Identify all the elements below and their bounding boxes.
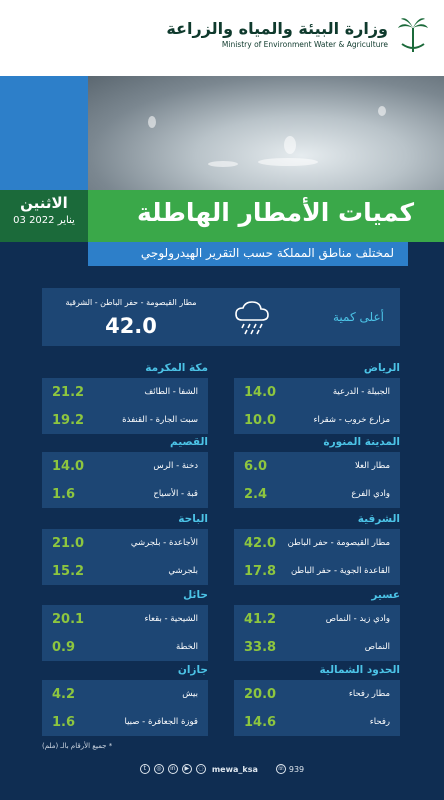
station-name: دخنة - الرس [153,461,198,471]
station-row [42,378,208,406]
station-row [234,633,400,661]
station-row [42,680,208,708]
region-qassim [42,436,208,508]
highest-amount-card [42,288,400,346]
region-title: الشرقية [357,513,400,525]
header [0,0,444,76]
highest-location: مطار القيصومة - حفر الباطن - الشرقية [65,298,197,307]
station-value: 2.4 [244,486,268,502]
region-title: المدينة المنورة [323,436,400,448]
station-row [42,452,208,480]
region-title: الباحة [178,513,208,525]
station-name: الجبيلة - الدرعية [332,387,390,397]
station-name: وادي زيد - النماص [325,614,390,624]
station-row [234,529,400,557]
station-name: بيش [182,689,198,699]
region-title: الرياض [363,362,400,374]
region-makkah [42,362,208,434]
date-text: 03 يناير 2022 [13,215,75,226]
station-row [234,406,400,434]
region-riyadh [234,362,400,434]
hero-side-bar [0,76,88,190]
station-name: بلجرشي [168,566,198,576]
station-name: مطار رفحاء [348,689,390,699]
region-jazan [42,664,208,736]
highest-value: 42.0 [105,314,157,338]
station-name: الأجاعدة - بلجرشي [130,538,198,548]
station-value: 14.0 [244,384,277,400]
region-eastern [234,513,400,585]
region-title: الحدود الشمالية [319,664,400,676]
region-madinah [234,436,400,508]
station-value: 14.6 [244,714,277,730]
youtube-icon[interactable]: ▶ [182,764,192,774]
region-title: مكة المكرمة [145,362,208,374]
station-row [42,480,208,508]
day-name: الاثنين [20,194,68,212]
region-northern-borders [234,664,400,736]
ministry-logo [166,14,430,54]
region-title: القصيم [170,436,208,448]
station-name: الشيحية - بقعاء [144,614,198,624]
station-value: 14.0 [52,458,85,474]
station-value: 4.2 [52,686,76,702]
station-value: 41.2 [244,611,277,627]
station-row [234,378,400,406]
station-row [42,557,208,585]
ministry-name-ar: وزارة البيئة والمياه والزراعة [166,19,388,38]
station-row [42,529,208,557]
page-title: كميات الأمطار الهاطلة [88,190,444,242]
region-asir [234,589,400,661]
region-hail [42,589,208,661]
rain-cloud-icon [232,300,272,336]
footer [0,764,444,774]
station-name: وادي الفرع [351,489,390,499]
station-value: 10.0 [244,412,277,428]
region-title: عسير [371,589,400,601]
station-value: 20.1 [52,611,85,627]
station-name: القاعدة الجوية - حفر الباطن [290,566,390,576]
phone-number: 939 [288,764,305,774]
station-value: 20.0 [244,686,277,702]
station-value: 0.9 [52,639,76,655]
station-value: 21.2 [52,384,85,400]
station-row [42,633,208,661]
twitter-icon[interactable]: t [140,764,150,774]
station-value: 6.0 [244,458,268,474]
station-value: 15.2 [52,563,85,579]
region-title: جازان [177,664,208,676]
station-name: مزارع خروب - شقراء [313,415,390,425]
station-row [42,406,208,434]
station-name: رفحاء [369,717,390,727]
region-title: حائل [183,589,208,601]
region-baha [42,513,208,585]
station-name: الشفا - الطائف [144,387,198,397]
social-handle[interactable]: mewa_ksa [211,764,258,774]
station-value: 17.8 [244,563,277,579]
station-name: النماص [364,642,390,652]
station-row [234,708,400,736]
snapchat-icon[interactable]: ◌ [196,764,206,774]
station-row [234,557,400,585]
station-name: مطار العلا [354,461,390,471]
units-note: * جميع الأرقام بالـ (ملم) [42,742,113,750]
station-value: 1.6 [52,714,76,730]
station-row [234,605,400,633]
station-name: سبت الجارة - القنفذة [122,415,198,425]
station-row [234,452,400,480]
station-name: قوزة الجعافرة - صبيا [124,717,198,727]
station-value: 21.0 [52,535,85,551]
station-name: قبة - الأسياح [153,489,198,499]
station-name: الخطة [176,642,198,652]
station-name: مطار القيصومة - حفر الباطن [287,538,390,548]
highest-label: أعلى كمية [333,310,384,324]
station-row [42,708,208,736]
ministry-name-en: Ministry of Environment Water & Agriculture [221,40,388,49]
instagram-icon[interactable]: ◎ [154,764,164,774]
rain-image [88,76,444,190]
station-row [234,480,400,508]
linkedin-icon[interactable]: in [168,764,178,774]
station-value: 33.8 [244,639,277,655]
station-value: 19.2 [52,412,85,428]
date-box [0,190,88,242]
station-row [234,680,400,708]
station-row [42,605,208,633]
phone-icon: ☏ [277,765,285,772]
station-value: 42.0 [244,535,277,551]
phone-contact[interactable] [276,764,304,774]
station-value: 1.6 [52,486,76,502]
palm-emblem-icon [396,14,430,54]
page-subtitle: لمختلف مناطق المملكة حسب التقرير الهيدرولوجي [88,242,408,266]
